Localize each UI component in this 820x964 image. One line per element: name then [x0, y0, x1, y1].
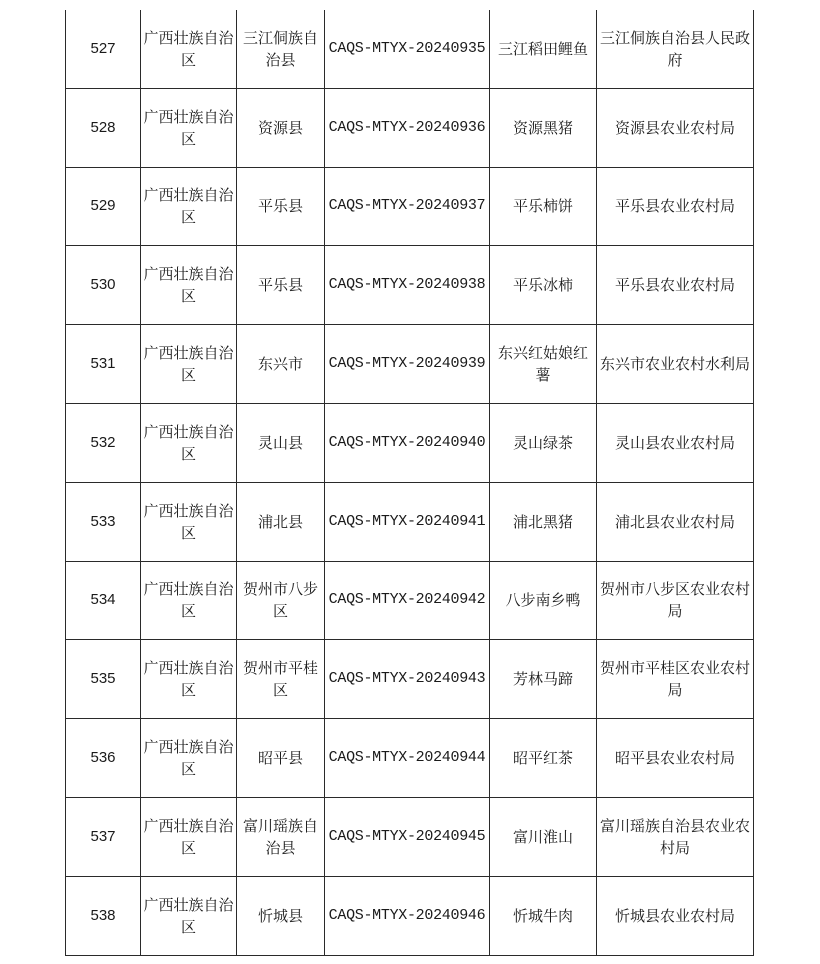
certificate-code-cell: CAQS-MTYX-20240944 [325, 719, 490, 798]
certificate-code-cell: CAQS-MTYX-20240936 [325, 88, 490, 167]
row-number: 529 [66, 167, 141, 246]
certificate-code-cell: CAQS-MTYX-20240946 [325, 876, 490, 955]
region-cell: 平乐县 [237, 167, 325, 246]
province-cell: 广西壮族自治区 [141, 325, 237, 404]
applicant-unit-cell: 资源县农业农村局 [597, 88, 754, 167]
province-cell: 广西壮族自治区 [141, 561, 237, 640]
certificate-code-cell: CAQS-MTYX-20240942 [325, 561, 490, 640]
region-cell: 昭平县 [237, 719, 325, 798]
table-row [66, 561, 754, 640]
region-cell: 浦北县 [237, 482, 325, 561]
row-number: 530 [66, 246, 141, 325]
product-name-cell: 八步南乡鸭 [490, 561, 597, 640]
applicant-unit-cell: 东兴市农业农村水利局 [597, 325, 754, 404]
province-cell: 广西壮族自治区 [141, 797, 237, 876]
applicant-unit-cell: 贺州市八步区农业农村局 [597, 561, 754, 640]
region-cell: 贺州市八步区 [237, 561, 325, 640]
table-row [66, 325, 754, 404]
row-number: 531 [66, 325, 141, 404]
row-number: 536 [66, 719, 141, 798]
table-body [66, 10, 754, 955]
region-cell: 东兴市 [237, 325, 325, 404]
product-name-cell: 浦北黑猪 [490, 482, 597, 561]
row-number: 532 [66, 403, 141, 482]
applicant-unit-cell: 贺州市平桂区农业农村局 [597, 640, 754, 719]
province-cell: 广西壮族自治区 [141, 88, 237, 167]
table-row [66, 719, 754, 798]
product-name-cell: 忻城牛肉 [490, 876, 597, 955]
product-name-cell: 平乐柿饼 [490, 167, 597, 246]
certificate-code-cell: CAQS-MTYX-20240941 [325, 482, 490, 561]
table-row [66, 167, 754, 246]
applicant-unit-cell: 昭平县农业农村局 [597, 719, 754, 798]
applicant-unit-cell: 浦北县农业农村局 [597, 482, 754, 561]
certificate-code-cell: CAQS-MTYX-20240945 [325, 797, 490, 876]
table-row [66, 88, 754, 167]
region-cell: 贺州市平桂区 [237, 640, 325, 719]
province-cell: 广西壮族自治区 [141, 403, 237, 482]
certificate-code-cell: CAQS-MTYX-20240939 [325, 325, 490, 404]
row-number: 527 [66, 10, 141, 88]
product-name-cell: 灵山绿茶 [490, 403, 597, 482]
table-row [66, 797, 754, 876]
product-name-cell: 平乐冰柿 [490, 246, 597, 325]
province-cell: 广西壮族自治区 [141, 167, 237, 246]
applicant-unit-cell: 忻城县农业农村局 [597, 876, 754, 955]
province-cell: 广西壮族自治区 [141, 876, 237, 955]
product-name-cell: 昭平红茶 [490, 719, 597, 798]
product-registry-table [65, 10, 754, 956]
region-cell: 灵山县 [237, 403, 325, 482]
region-cell: 平乐县 [237, 246, 325, 325]
region-cell: 三江侗族自治县 [237, 10, 325, 88]
region-cell: 资源县 [237, 88, 325, 167]
province-cell: 广西壮族自治区 [141, 719, 237, 798]
table-row [66, 10, 754, 88]
applicant-unit-cell: 平乐县农业农村局 [597, 246, 754, 325]
row-number: 535 [66, 640, 141, 719]
product-name-cell: 芳林马蹄 [490, 640, 597, 719]
certificate-code-cell: CAQS-MTYX-20240938 [325, 246, 490, 325]
applicant-unit-cell: 三江侗族自治县人民政府 [597, 10, 754, 88]
row-number: 533 [66, 482, 141, 561]
product-name-cell: 资源黑猪 [490, 88, 597, 167]
applicant-unit-cell: 灵山县农业农村局 [597, 403, 754, 482]
region-cell: 富川瑶族自治县 [237, 797, 325, 876]
certificate-code-cell: CAQS-MTYX-20240937 [325, 167, 490, 246]
table-row [66, 403, 754, 482]
region-cell: 忻城县 [237, 876, 325, 955]
applicant-unit-cell: 富川瑶族自治县农业农村局 [597, 797, 754, 876]
table-row [66, 876, 754, 955]
product-name-cell: 富川淮山 [490, 797, 597, 876]
province-cell: 广西壮族自治区 [141, 246, 237, 325]
table-row [66, 640, 754, 719]
province-cell: 广西壮族自治区 [141, 640, 237, 719]
province-cell: 广西壮族自治区 [141, 482, 237, 561]
row-number: 538 [66, 876, 141, 955]
table-row [66, 482, 754, 561]
product-name-cell: 东兴红姑娘红薯 [490, 325, 597, 404]
certificate-code-cell: CAQS-MTYX-20240935 [325, 10, 490, 88]
certificate-code-cell: CAQS-MTYX-20240940 [325, 403, 490, 482]
product-name-cell: 三江稻田鲤鱼 [490, 10, 597, 88]
certificate-code-cell: CAQS-MTYX-20240943 [325, 640, 490, 719]
row-number: 528 [66, 88, 141, 167]
row-number: 534 [66, 561, 141, 640]
row-number: 537 [66, 797, 141, 876]
table-row [66, 246, 754, 325]
province-cell: 广西壮族自治区 [141, 10, 237, 88]
applicant-unit-cell: 平乐县农业农村局 [597, 167, 754, 246]
